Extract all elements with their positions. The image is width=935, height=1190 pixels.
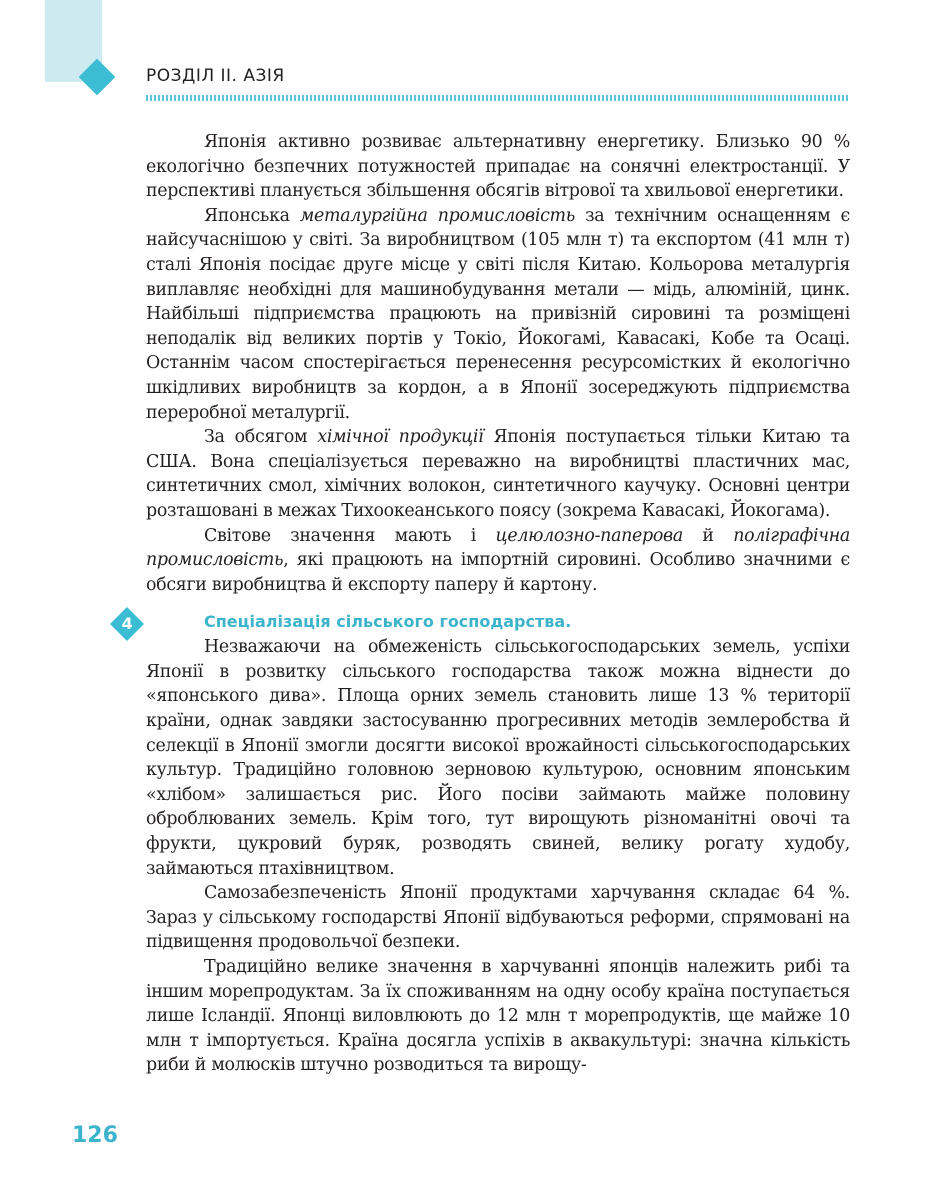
term-italic: металургійна промисловість	[299, 205, 575, 226]
paragraph: Самозабезпеченість Японії продуктами харчування складає 64 %. Зараз у сільському господарстві Японії відбуваються реформи, спрямовані на підвищення продовольчої безпеки.	[146, 883, 850, 953]
term-italic: поліграфічна промисловість	[146, 525, 850, 571]
chapter-header: РОЗДІЛ ІІ. АЗІЯ	[146, 66, 285, 86]
paragraph: За обсягом хімічної продукції Японія поступається тільки Китаю та США. Вона спеціалізується переважно на виробництві пластичних мас, синтетичних смол, хімічних волокон, синтетичного каучуку. Основні центри розташовані в межах Тихоокеанського поясу (зокрема Кавасакі, Йокогама).	[146, 427, 850, 521]
page-number: 126	[72, 1123, 118, 1148]
paragraph: Традиційно велике значення в харчуванні японців належить рибі та іншим морепродуктам. За їх споживанням на одну особу країна поступається лише Ісландії. Японці виловлюють до 12 млн т морепродуктів, ще майже 10 млн т імпортується. Країна досягла успіхів в аквакультурі: значна кількість риби й молюсків штучно розводиться та вирощу-	[146, 957, 850, 1076]
section-number: 4	[121, 614, 133, 634]
paragraph: Японська металургійна промисловість за технічним оснащенням є найсучаснішою у світі. За виробництвом (105 млн т) та експортом (41 млн т) сталі Японія посідає друге місце у світі після Китаю. Кольорова металургія виплавляє необхідні для машинобудування метали — мідь, алюміній, цинк. Найбільші підприємства працюють на привізній сировині та розміщені неподалік від великих портів у Токіо, Йокогамі, Кавасакі, Кобе та Осаці. Останнім часом спостерігається перенесення ресурсомістких й екологічно шкідливих виробництв за кордон, а в Японії зосереджують підприємства переробної металургії.	[146, 205, 850, 423]
section-number-badge	[111, 608, 143, 640]
paragraph: Незважаючи на обмеженість сільськогосподарських земель, успіхи Японії в розвитку сільського господарства також можна віднести до «японського дива». Площа орних земель становить лише 13 % території країни, однак завдяки застосуванню прогресивних методів землеробства й селекції в Японії змогли досягти високої врожайності сільськогосподарських культур. Традиційно головною зерновою культурою, основним японським «хлібом» залишається рис. Його посіви займають майже половину оброблюваних земель. Крім того, тут вирощують різноманітні овочі та фрукти, цукровий буряк, розводять свиней, велику рогату худобу, займаються птахівництвом.	[146, 637, 850, 879]
term-italic: целюлозно-паперова	[495, 525, 683, 546]
section-heading	[121, 610, 850, 634]
paragraph: Японія активно розвиває альтернативну енергетику. Близько 90 % екологічно безпечних потужностей припадає на сонячні електростанції. У перспективі планується збільшення обсягів вітрової та хвильової енергетики.	[146, 132, 850, 202]
page-body	[121, 130, 850, 1078]
section-title: Спеціалізація сільського господарства.	[204, 612, 572, 632]
paragraph: Світове значення мають і целюлозно-паперова й поліграфічна промисловість, які працюють на імпортній сировині. Особливо значними є обсяги виробництва й експорту паперу й картону.	[146, 525, 850, 595]
term-italic: хімічної продукції	[317, 427, 484, 448]
header-dotted-rule	[146, 95, 850, 101]
